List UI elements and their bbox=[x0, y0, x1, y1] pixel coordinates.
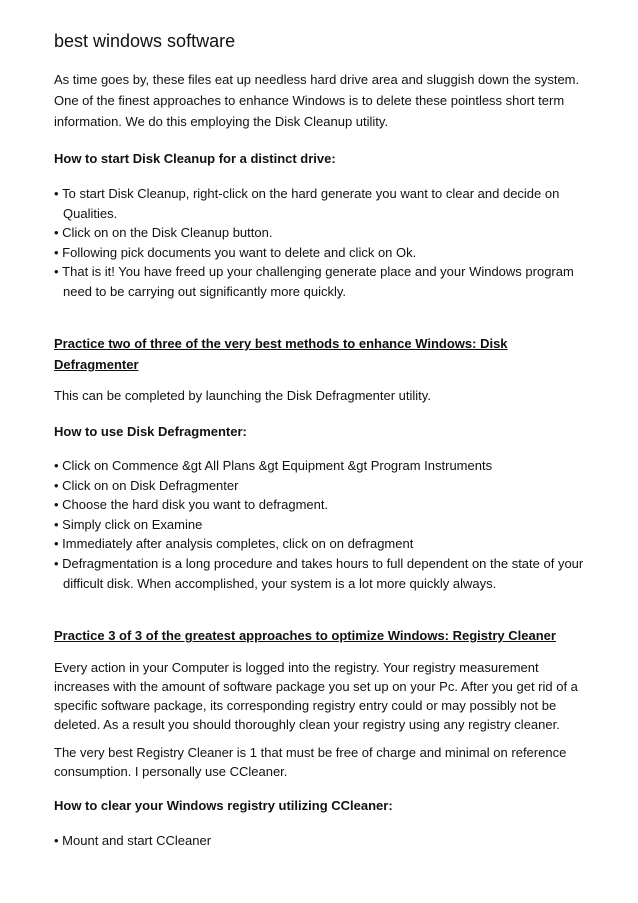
list-item: • That is it! You have freed up your challenging generate place and your Windows program need to be carrying out significantly more quickly. bbox=[54, 262, 594, 301]
intro-paragraph: As time goes by, these files eat up needless hard drive area and sluggish down the system. One of the finest approaches to enhance Windows is to delete these pointless short term information. We do this employing the Disk Cleanup utility. bbox=[54, 72, 580, 129]
list-item: • Click on on the Disk Cleanup button. bbox=[54, 223, 594, 243]
list-item: • Following pick documents you want to delete and click on Ok. bbox=[54, 243, 594, 263]
section3-heading: Practice 3 of 3 of the greatest approaches to optimize Windows: Registry Cleaner bbox=[54, 628, 556, 643]
list-item: • Click on Commence &gt All Plans &gt Equipment &gt Program Instruments bbox=[54, 456, 594, 476]
list-item: • Choose the hard disk you want to defragment. bbox=[54, 495, 594, 515]
section1-heading: How to start Disk Cleanup for a distinct drive: bbox=[54, 151, 336, 166]
section2-heading: Practice two of three of the very best methods to enhance Windows: Disk Defragmenter bbox=[54, 336, 508, 372]
section2-subheading: How to use Disk Defragmenter: bbox=[54, 424, 247, 439]
section3-paragraph-2: The very best Registry Cleaner is 1 that must be free of charge and minimal on reference consumption. I personally use CCleaner. bbox=[54, 745, 567, 779]
list-item: • Click on on Disk Defragmenter bbox=[54, 476, 594, 496]
section2-paragraph: This can be completed by launching the Disk Defragmenter utility. bbox=[54, 388, 431, 403]
section3-subheading: How to clear your Windows registry utilizing CCleaner: bbox=[54, 798, 393, 813]
list-item: • Immediately after analysis completes, click on on defragment bbox=[54, 534, 594, 554]
section1-bullet-list bbox=[54, 184, 594, 302]
list-item: • Simply click on Examine bbox=[54, 515, 594, 535]
section2-bullet-list bbox=[54, 456, 594, 593]
section3-bullet-list bbox=[54, 831, 594, 851]
list-item: • To start Disk Cleanup, right-click on the hard generate you want to clear and decide on Qualities. bbox=[54, 184, 594, 223]
list-item: • Defragmentation is a long procedure and takes hours to full dependent on the state of your difficult disk. When accomplished, your system is a lot more quickly always. bbox=[54, 554, 594, 593]
list-item: • Mount and start CCleaner bbox=[54, 831, 594, 851]
page-title: best windows software bbox=[54, 31, 236, 51]
section3-paragraph-1: Every action in your Computer is logged into the registry. Your registry measurement increases with the amount of software package you set up on your Pc. After you get rid of a specific software package, its corresponding registry entry could or may possibly not be deleted. As a result you should thoroughly clean your registry using any registry cleaner. bbox=[54, 660, 578, 732]
